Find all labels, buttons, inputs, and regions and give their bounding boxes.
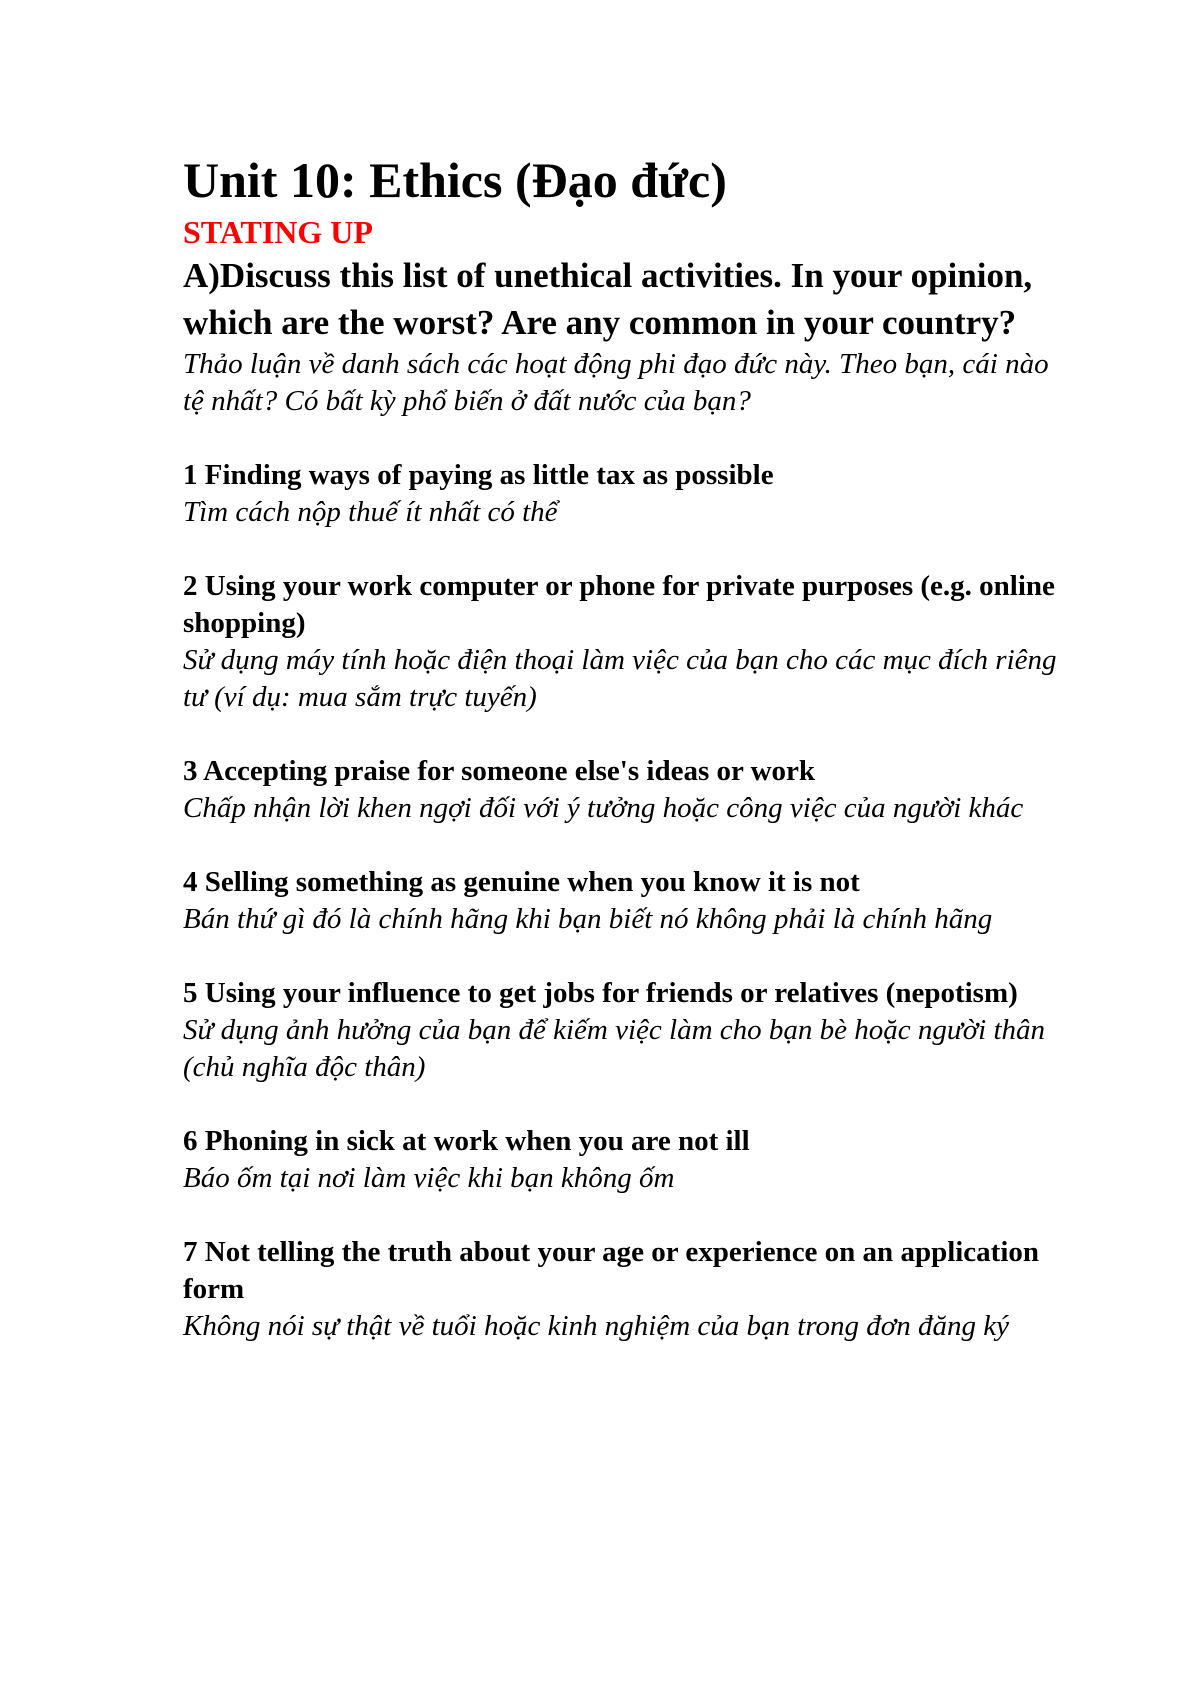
page-title: Unit 10: Ethics (Đạo đức) [183, 152, 727, 208]
item-english: 5 Using your influence to get jobs for friends or relatives (nepotism) [183, 977, 1018, 1009]
question-translation: Thảo luận về danh sách các hoạt động phi đạo đức này. Theo bạn, cái nào tệ nhất? Có bất kỳ phổ biến ở đất nước của bạn? [183, 348, 1049, 417]
item-vietnamese: Bán thứ gì đó là chính hãng khi bạn biết nó không phải là chính hãng [183, 903, 993, 935]
list-item [183, 568, 1063, 716]
document-page [183, 148, 1063, 1382]
item-english: 6 Phoning in sick at work when you are not ill [183, 1125, 750, 1157]
item-english: 2 Using your work computer or phone for private purposes (e.g. online shopping) [183, 570, 1055, 639]
discussion-question: A)Discuss this list of unethical activities. In your opinion, which are the worst? Are any common in your country? [183, 256, 1033, 342]
item-english: 3 Accepting praise for someone else's ideas or work [183, 755, 816, 787]
list-item [183, 864, 1063, 938]
list-item [183, 457, 1063, 531]
item-english: 1 Finding ways of paying as little tax as possible [183, 459, 774, 491]
item-vietnamese: Không nói sự thật về tuổi hoặc kinh nghiệm của bạn trong đơn đăng ký [183, 1310, 1010, 1342]
list-item [183, 1123, 1063, 1197]
item-vietnamese: Báo ốm tại nơi làm việc khi bạn không ốm [183, 1162, 675, 1194]
section-heading: STATING UP [183, 214, 373, 250]
list-item [183, 753, 1063, 827]
item-vietnamese: Sử dụng máy tính hoặc điện thoại làm việc của bạn cho các mục đích riêng tư (ví dụ: mua sắm trực tuyến) [183, 644, 1057, 713]
item-english: 4 Selling something as genuine when you know it is not [183, 866, 860, 898]
item-english: 7 Not telling the truth about your age or experience on an application form [183, 1236, 1040, 1305]
item-vietnamese: Chấp nhận lời khen ngợi đối với ý tưởng hoặc công việc của người khác [183, 792, 1024, 824]
item-vietnamese: Tìm cách nộp thuế ít nhất có thể [183, 496, 558, 528]
activity-list [183, 457, 1063, 1345]
list-item [183, 1234, 1063, 1345]
list-item [183, 975, 1063, 1086]
item-vietnamese: Sử dụng ảnh hưởng của bạn để kiếm việc làm cho bạn bè hoặc người thân (chủ nghĩa độc thân) [183, 1014, 1046, 1083]
